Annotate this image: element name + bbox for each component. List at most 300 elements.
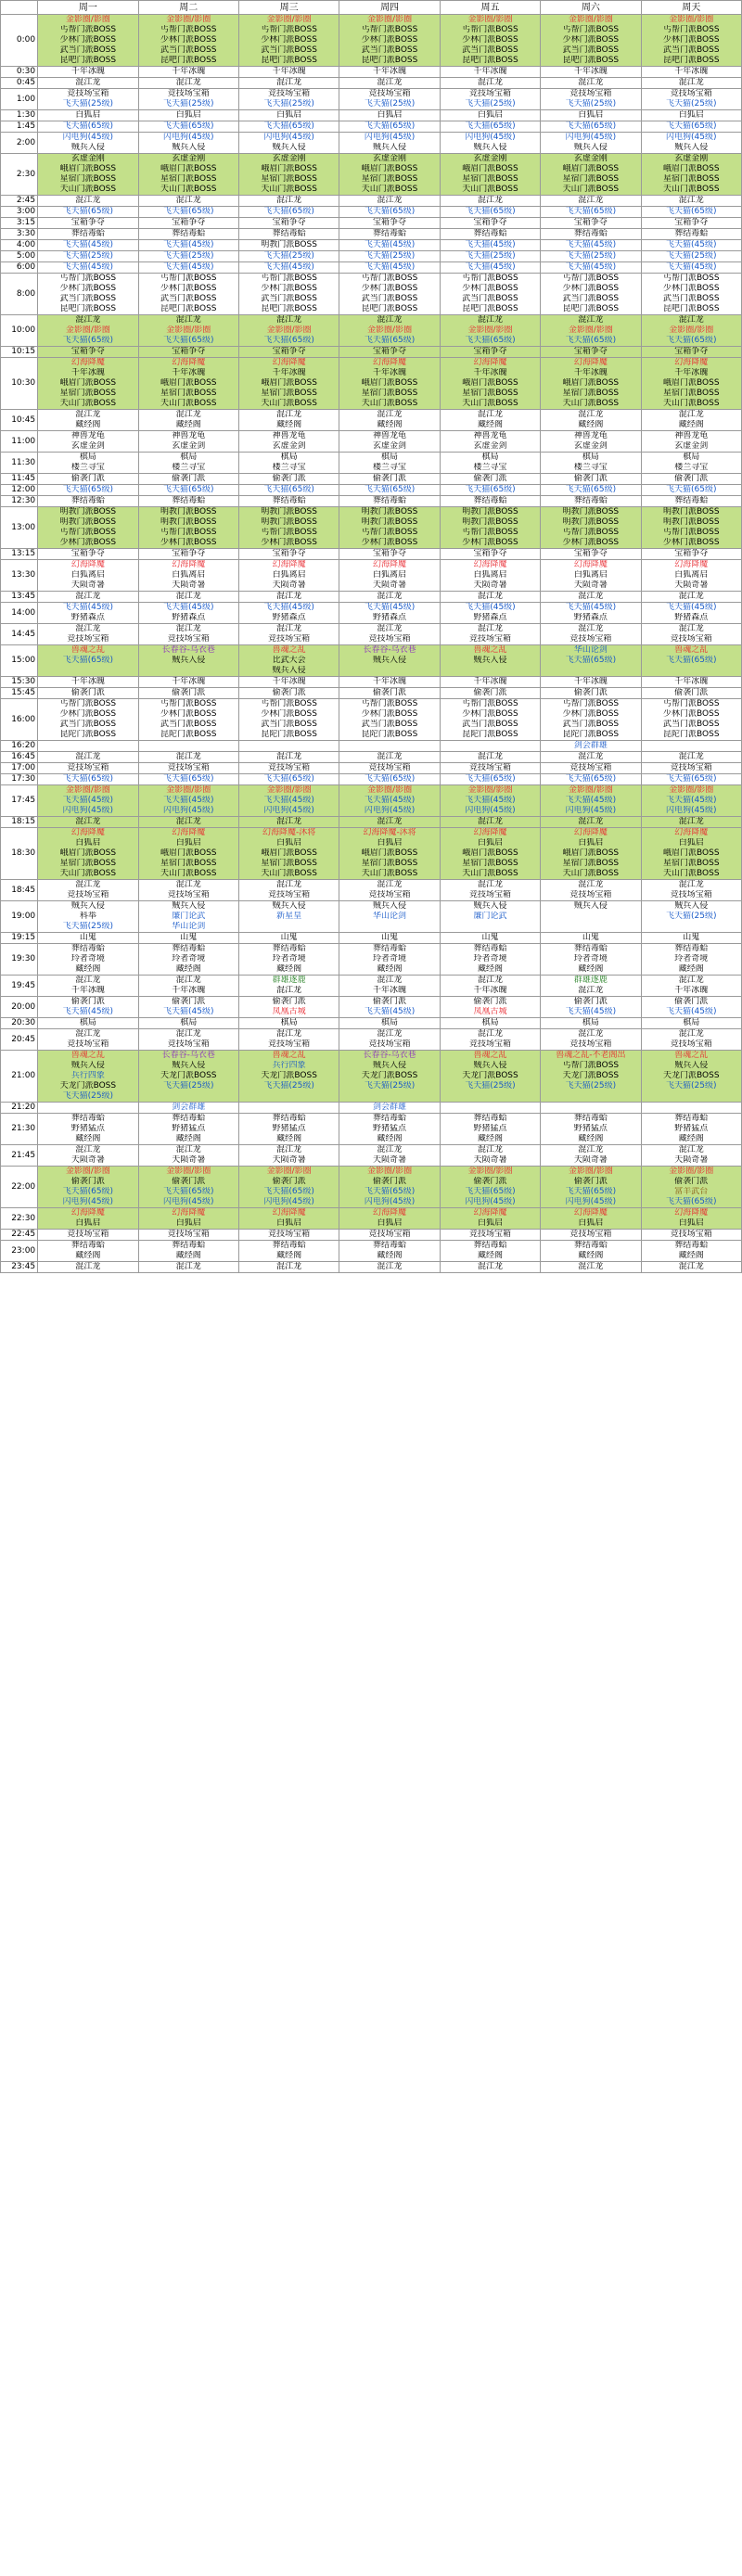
event-entry: 金影圈/影圈 <box>266 785 312 795</box>
event-entry: 飞天猫(45级) <box>62 262 114 272</box>
event-entry: 峨眉门派BOSS <box>261 378 317 388</box>
event-entry: 明教门派BOSS <box>562 507 620 516</box>
event-entry: 昆吧门派BOSS <box>160 56 217 65</box>
event-entry: 飞天猫(25级) <box>364 99 416 108</box>
schedule-cell <box>641 347 741 358</box>
event-entry: 飞天猫(65级) <box>62 656 114 665</box>
event-entry: 飞天猫(65级) <box>364 121 416 131</box>
event-entry: 天陨奇暑 <box>172 580 206 590</box>
schedule-cell <box>38 1018 138 1029</box>
event-entry: 千年冰魄 <box>272 368 306 377</box>
event-entry: 兽魂之乱 <box>272 1051 306 1060</box>
schedule-cell <box>440 110 540 121</box>
event-entry: 千年冰魄 <box>70 368 105 377</box>
schedule-cell <box>339 240 440 251</box>
event-entry: 幻海降魔 <box>473 828 507 837</box>
event-entry: 兵行四象 <box>272 1061 306 1070</box>
event-entry: 星宿门派BOSS <box>59 174 117 184</box>
empty-slot <box>643 1103 740 1113</box>
schedule-cell <box>38 592 138 603</box>
schedule-cell <box>641 15 741 67</box>
event-entry: 星宿门派BOSS <box>160 859 217 868</box>
empty-slot <box>542 1103 639 1113</box>
schedule-cell <box>138 496 238 507</box>
schedule-cell <box>541 1103 641 1114</box>
event-entry: 千年冰魄 <box>373 67 407 76</box>
schedule-cell <box>238 274 339 315</box>
event-entry: 混江龙 <box>175 315 201 325</box>
event-entry: 混江龙 <box>276 624 302 633</box>
schedule-cell <box>339 817 440 828</box>
schedule-cell <box>641 645 741 677</box>
schedule-cell <box>641 976 741 997</box>
event-entry: 千年冰魄 <box>172 986 206 995</box>
schedule-cell <box>541 262 641 274</box>
event-entry: 丐帮门派BOSS <box>562 699 620 708</box>
schedule-row <box>1 592 742 603</box>
event-entry: 幻海降魔 <box>172 828 206 837</box>
schedule-row <box>1 624 742 645</box>
event-entry: 丐帮门派BOSS <box>562 528 620 537</box>
event-entry: 贼兵入侵 <box>373 656 407 665</box>
schedule-cell <box>541 1018 641 1029</box>
event-entry: 武当门派BOSS <box>663 720 720 729</box>
schedule-cell <box>138 901 238 933</box>
schedule-cell <box>38 154 138 196</box>
schedule-cell <box>38 207 138 218</box>
event-entry: 武当门派BOSS <box>462 720 518 729</box>
schedule-cell <box>38 549 138 560</box>
event-entry: 少林门派BOSS <box>261 538 317 547</box>
event-entry: 葬结毒蛤 <box>674 944 709 953</box>
schedule-cell <box>541 133 641 154</box>
event-entry: 野猪猛点 <box>172 1124 206 1133</box>
time-label: 15:45 <box>1 688 38 699</box>
event-entry: 混江龙 <box>477 1145 503 1154</box>
event-entry: 宝箱争夺 <box>172 218 206 227</box>
schedule-cell <box>440 507 540 549</box>
event-entry: 藏经阁 <box>477 420 503 429</box>
schedule-cell <box>541 976 641 997</box>
event-entry: 幻海降魔-沐将 <box>363 828 416 837</box>
event-entry: 混江龙 <box>477 315 503 325</box>
event-entry: 野猪猛点 <box>272 1124 306 1133</box>
schedule-cell <box>440 496 540 507</box>
event-entry: 玄虚金剑 <box>272 441 306 451</box>
schedule-cell <box>541 741 641 752</box>
event-entry: 天陨奇暑 <box>373 1155 407 1165</box>
schedule-cell <box>541 218 641 229</box>
event-entry: 混江龙 <box>175 817 201 826</box>
event-entry: 贼兵入侵 <box>272 666 306 675</box>
schedule-cell <box>38 741 138 752</box>
event-entry: 星宿门派BOSS <box>160 389 217 398</box>
schedule-cell <box>440 274 540 315</box>
event-entry: 混江龙 <box>276 315 302 325</box>
event-entry: 葬结毒蛤 <box>674 496 709 505</box>
schedule-cell <box>541 240 641 251</box>
schedule-row <box>1 901 742 933</box>
event-entry: 昆吧门派BOSS <box>261 56 317 65</box>
event-entry: 葬结毒蛤 <box>473 229 507 238</box>
schedule-cell <box>641 677 741 688</box>
event-entry: 峨眉门派BOSS <box>562 378 620 388</box>
schedule-cell <box>238 154 339 196</box>
schedule-row <box>1 560 742 592</box>
schedule-cell <box>541 1145 641 1167</box>
schedule-cell <box>541 1230 641 1241</box>
event-entry: 飞天猫(65级) <box>263 121 314 131</box>
event-entry: 星宿门派BOSS <box>462 859 518 868</box>
event-entry: 葬结毒蛤 <box>674 1114 709 1123</box>
event-entry: 贼兵入侵 <box>373 901 407 911</box>
schedule-cell <box>339 196 440 207</box>
event-entry: 飞天猫(25级) <box>263 251 314 261</box>
event-entry: 星宿门派BOSS <box>361 389 418 398</box>
schedule-row <box>1 688 742 699</box>
event-entry: 白狐离启 <box>573 570 608 580</box>
schedule-cell <box>38 240 138 251</box>
schedule-cell <box>339 1241 440 1262</box>
schedule-row <box>1 752 742 763</box>
event-entry: 飞天猫(65级) <box>163 336 214 345</box>
schedule-cell <box>38 603 138 624</box>
event-entry: 竞技场宝箱 <box>268 1039 311 1049</box>
event-entry: 峨眉门派BOSS <box>663 848 720 858</box>
schedule-cell <box>138 240 238 251</box>
time-label: 10:30 <box>1 358 38 410</box>
schedule-cell <box>339 1114 440 1145</box>
schedule-cell <box>339 218 440 229</box>
event-entry: 金影圈/影圈 <box>65 1167 110 1176</box>
event-entry: 飞天猫(45级) <box>163 603 214 612</box>
event-entry: 葬结毒蛤 <box>473 1241 507 1250</box>
event-entry: 天陨奇暑 <box>373 580 407 590</box>
schedule-cell <box>238 880 339 901</box>
event-entry: 幻海降魔 <box>473 358 507 367</box>
schedule-cell <box>541 785 641 817</box>
schedule-cell <box>138 1145 238 1167</box>
event-entry: 飞天猫(65级) <box>263 207 314 216</box>
schedule-cell <box>238 507 339 549</box>
event-entry: 楼兰寻宝 <box>674 463 709 472</box>
schedule-cell <box>641 251 741 262</box>
event-entry: 山鬼 <box>481 933 499 942</box>
schedule-cell <box>541 1167 641 1208</box>
schedule-cell <box>38 1029 138 1051</box>
event-entry: 幻海降魔-沐将 <box>262 828 316 837</box>
schedule-cell <box>541 1051 641 1103</box>
schedule-cell <box>238 347 339 358</box>
schedule-cell <box>38 976 138 997</box>
event-entry: 宝箱争夺 <box>172 549 206 558</box>
event-entry: 武当门派BOSS <box>261 45 317 55</box>
event-entry: 飞天猫(45级) <box>62 240 114 249</box>
schedule-cell <box>138 1230 238 1241</box>
event-entry: 华山论剑 <box>573 645 608 655</box>
event-entry: 武当门派BOSS <box>462 294 518 303</box>
schedule-cell <box>440 315 540 347</box>
event-entry: 藏经阁 <box>175 1251 201 1260</box>
event-entry: 飞天猫(45级) <box>263 262 314 272</box>
event-entry: 丐帮门派BOSS <box>261 274 317 283</box>
schedule-cell <box>641 1145 741 1167</box>
event-entry: 昆吧门派BOSS <box>59 304 117 313</box>
schedule-cell <box>541 15 641 67</box>
time-label: 0:00 <box>1 15 38 67</box>
schedule-cell <box>440 645 540 677</box>
event-entry: 棋局 <box>582 453 599 462</box>
event-entry: 武当门派BOSS <box>59 294 117 303</box>
event-entry: 兽魂之乱 <box>272 645 306 655</box>
event-entry: 天山门派BOSS <box>663 185 720 194</box>
event-entry: 飞天猫(65级) <box>163 1187 214 1196</box>
event-entry: 闪电狗(45级) <box>565 806 617 815</box>
schedule-cell <box>38 251 138 262</box>
schedule-row <box>1 347 742 358</box>
schedule-cell <box>440 688 540 699</box>
schedule-cell <box>641 688 741 699</box>
event-entry: 混江龙 <box>175 196 201 205</box>
event-entry: 偷袭门派 <box>373 688 407 697</box>
event-entry: 少林门派BOSS <box>261 709 317 719</box>
event-entry: 天山门派BOSS <box>562 869 620 878</box>
schedule-cell <box>38 785 138 817</box>
schedule-cell <box>440 828 540 880</box>
event-entry: 飞天猫(65级) <box>364 774 416 784</box>
event-entry: 飞天猫(45级) <box>364 796 416 805</box>
event-entry: 飞天猫(65级) <box>465 207 516 216</box>
event-entry: 兽魂之乱 <box>674 645 709 655</box>
event-entry: 峨眉门派BOSS <box>462 164 518 173</box>
event-entry: 玄虚金剑 <box>70 441 105 451</box>
event-entry: 竞技场宝箱 <box>167 763 210 772</box>
event-entry: 少林门派BOSS <box>462 538 518 547</box>
schedule-cell <box>440 603 540 624</box>
event-entry: 藏经阁 <box>377 964 403 974</box>
schedule-cell <box>238 688 339 699</box>
event-entry: 明教门派BOSS <box>663 507 720 516</box>
schedule-row <box>1 828 742 880</box>
event-entry: 少林门派BOSS <box>160 709 217 719</box>
schedule-cell <box>440 121 540 133</box>
event-entry: 幻海降魔 <box>172 358 206 367</box>
event-entry: 棋局 <box>280 1018 298 1027</box>
event-entry: 天龙门派BOSS <box>663 1071 720 1080</box>
event-entry: 武当门派BOSS <box>160 45 217 55</box>
event-entry: 竞技场宝箱 <box>67 89 109 98</box>
event-entry: 华山论剑 <box>172 922 206 931</box>
event-entry: 葬结毒蛤 <box>70 229 105 238</box>
event-entry: 金影圈/影圈 <box>568 785 613 795</box>
schedule-row <box>1 645 742 677</box>
event-entry: 贼兵入侵 <box>272 901 306 911</box>
time-label: 13:30 <box>1 560 38 592</box>
schedule-cell <box>138 154 238 196</box>
event-entry: 金影圈/影圈 <box>65 15 110 24</box>
event-entry: 混江龙 <box>477 78 503 87</box>
event-entry: 楼兰寻宝 <box>573 463 608 472</box>
schedule-row <box>1 817 742 828</box>
schedule-cell <box>339 688 440 699</box>
schedule-cell <box>138 1029 238 1051</box>
event-entry: 混江龙 <box>175 78 201 87</box>
event-entry: 贼兵入侵 <box>473 656 507 665</box>
schedule-cell <box>641 496 741 507</box>
event-entry: 飞天猫(25级) <box>666 251 717 261</box>
schedule-cell <box>541 592 641 603</box>
event-entry: 幻海降魔 <box>674 1208 709 1218</box>
schedule-cell <box>339 274 440 315</box>
event-entry: 野猪猛点 <box>373 1124 407 1133</box>
schedule-cell <box>238 262 339 274</box>
schedule-row <box>1 933 742 944</box>
event-entry: 竞技场宝箱 <box>67 890 109 899</box>
event-entry: 幻海降魔 <box>373 1208 407 1218</box>
header-day-0: 周一 <box>38 1 138 15</box>
schedule-cell <box>541 89 641 110</box>
event-entry: 闪电狗(45级) <box>666 133 717 142</box>
event-entry: 少林门派BOSS <box>59 284 117 293</box>
event-entry: 金影圈/影圈 <box>669 325 714 335</box>
event-entry: 幻海降魔 <box>674 358 709 367</box>
event-entry: 楼兰寻宝 <box>373 463 407 472</box>
schedule-row <box>1 240 742 251</box>
event-entry: 金影圈/影圈 <box>669 785 714 795</box>
schedule-cell <box>339 431 440 453</box>
event-entry: 武当门派BOSS <box>160 720 217 729</box>
schedule-cell <box>440 592 540 603</box>
event-entry: 宝箱争夺 <box>573 347 608 356</box>
schedule-cell <box>541 817 641 828</box>
event-entry: 少林门派BOSS <box>462 35 518 45</box>
event-entry: 白狐离启 <box>674 570 709 580</box>
schedule-cell <box>440 78 540 89</box>
event-entry: 混江龙 <box>377 624 403 633</box>
schedule-cell <box>440 196 540 207</box>
event-entry: 凤凰古城 <box>473 1007 507 1016</box>
event-entry: 宝箱争夺 <box>373 347 407 356</box>
event-entry: 丐帮门派BOSS <box>160 699 217 708</box>
schedule-cell <box>238 229 339 240</box>
event-entry: 野猪森点 <box>172 613 206 622</box>
event-entry: 竞技场宝箱 <box>268 890 311 899</box>
event-entry: 天山门派BOSS <box>59 869 117 878</box>
event-entry: 金影圈/影圈 <box>467 1167 513 1176</box>
event-entry: 武当门派BOSS <box>59 45 117 55</box>
event-entry: 玲者奇境 <box>473 954 507 963</box>
event-entry: 混江龙 <box>276 817 302 826</box>
event-entry: 偷袭门派 <box>473 474 507 483</box>
event-entry: 偷袭门派 <box>573 997 608 1006</box>
event-entry: 贼兵入侵 <box>674 1061 709 1070</box>
time-label: 11:00 <box>1 431 38 453</box>
event-entry: 混江龙 <box>75 1145 101 1154</box>
event-entry: 飞天猫(65级) <box>465 485 516 494</box>
schedule-row <box>1 121 742 133</box>
event-entry: 葬结毒蛤 <box>573 1114 608 1123</box>
schedule-cell <box>38 752 138 763</box>
schedule-cell <box>38 89 138 110</box>
schedule-cell <box>641 901 741 933</box>
schedule-row <box>1 410 742 431</box>
event-entry: 楼兰寻宝 <box>272 463 306 472</box>
event-entry: 混江龙 <box>477 624 503 633</box>
event-entry: 千年冰魄 <box>573 677 608 686</box>
event-entry: 千年冰魄 <box>70 986 105 995</box>
schedule-cell <box>339 474 440 485</box>
empty-slot <box>140 741 237 751</box>
event-entry: 金影圈/影圈 <box>166 1167 211 1176</box>
event-entry: 金影圈/影圈 <box>166 15 211 24</box>
event-entry: 千年冰魄 <box>573 67 608 76</box>
schedule-cell <box>641 78 741 89</box>
schedule-row <box>1 431 742 453</box>
schedule-cell <box>440 207 540 218</box>
event-entry: 竞技场宝箱 <box>67 763 109 772</box>
time-label: 19:00 <box>1 901 38 933</box>
event-entry: 葬结毒蛤 <box>272 1241 306 1250</box>
event-entry: 玄虚金剑 <box>473 441 507 451</box>
event-entry: 少林门派BOSS <box>562 284 620 293</box>
event-entry: 飞天猫(65级) <box>565 121 617 131</box>
event-entry: 千年冰魄 <box>272 677 306 686</box>
event-entry: 飞天猫(25级) <box>465 251 516 261</box>
event-entry: 新星皇 <box>276 912 302 921</box>
schedule-cell <box>38 828 138 880</box>
schedule-cell <box>238 1145 339 1167</box>
event-entry: 飞天猫(65级) <box>62 336 114 345</box>
event-entry: 明教门派BOSS <box>462 517 518 527</box>
event-entry: 明教门派BOSS <box>261 240 317 249</box>
event-entry: 楼兰寻宝 <box>172 463 206 472</box>
time-label: 5:00 <box>1 251 38 262</box>
schedule-cell <box>238 752 339 763</box>
schedule-cell <box>238 1114 339 1145</box>
schedule-cell <box>641 315 741 347</box>
event-entry: 飞天猫(45级) <box>263 796 314 805</box>
schedule-cell <box>138 763 238 774</box>
event-entry: 飞天猫(45级) <box>62 796 114 805</box>
schedule-cell <box>641 1029 741 1051</box>
schedule-cell <box>238 1029 339 1051</box>
event-entry: 天龙门派BOSS <box>261 1071 317 1080</box>
event-entry: 混江龙 <box>477 976 503 985</box>
event-entry: 星宿门派BOSS <box>59 859 117 868</box>
schedule-cell <box>38 688 138 699</box>
event-entry: 葬结毒蛤 <box>172 944 206 953</box>
event-entry: 偷袭门派 <box>473 1177 507 1186</box>
event-entry: 昆陀门派BOSS <box>562 730 620 739</box>
event-entry: 玲者奇境 <box>272 954 306 963</box>
schedule-row <box>1 774 742 785</box>
schedule-cell <box>339 752 440 763</box>
schedule-cell <box>641 560 741 592</box>
schedule-cell <box>138 1167 238 1208</box>
event-entry: 神兽龙龟 <box>373 431 407 440</box>
schedule-cell <box>38 358 138 410</box>
event-entry: 少林门派BOSS <box>361 538 418 547</box>
schedule-cell <box>238 592 339 603</box>
event-entry: 混江龙 <box>276 986 302 995</box>
event-entry: 少林门派BOSS <box>663 284 720 293</box>
event-entry: 金影圈/影圈 <box>568 1167 613 1176</box>
event-entry: 飞天猫(65级) <box>163 774 214 784</box>
schedule-row <box>1 474 742 485</box>
schedule-cell <box>238 1051 339 1103</box>
event-entry: 玄虚金刚 <box>473 154 507 163</box>
event-entry: 明教门派BOSS <box>261 507 317 516</box>
